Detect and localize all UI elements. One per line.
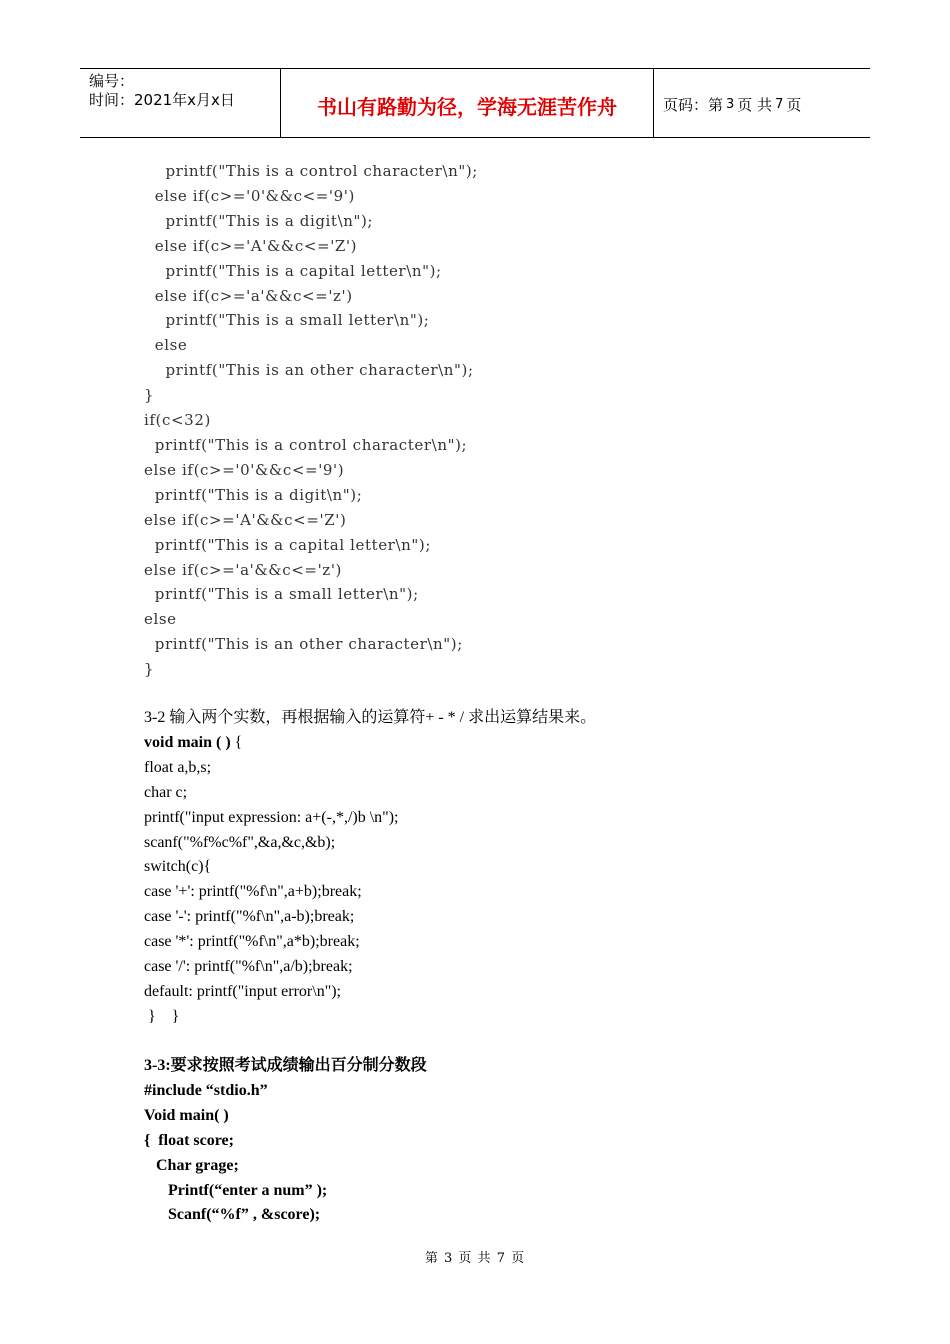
code-line: else if(c>='A'&&c<='Z')	[144, 236, 358, 255]
code-line: Char grage;	[144, 1156, 239, 1174]
code-line: printf("This is an other character\n");	[144, 361, 474, 380]
header-motto: 书山有路勤为径，学海无涯苦作舟	[281, 69, 654, 137]
header-page-info	[654, 69, 870, 137]
code-line: Void main( )	[144, 1106, 229, 1124]
header-meta	[80, 69, 281, 137]
code-line: Printf(“enter a num” );	[144, 1181, 328, 1199]
code-line: } }	[144, 1007, 180, 1025]
time-label: 时间：2021年x月x日	[89, 91, 235, 109]
page-label: 页码：第	[663, 95, 724, 114]
section-3-3	[144, 1054, 427, 1228]
code-line: default: printf("input error\n");	[144, 982, 341, 1000]
code-line: printf("This is a small letter\n");	[144, 311, 430, 330]
code-line: scanf("%f%c%f",&a,&c,&b);	[144, 833, 336, 851]
code-line: printf("This is a control character\n");	[144, 435, 468, 454]
code-line: else	[144, 336, 188, 355]
code-block-char-classify	[144, 159, 478, 682]
code-line: printf("This is an other character\n");	[144, 635, 463, 654]
code-line: case '*': printf("%f\n",a*b);break;	[144, 933, 360, 951]
code-line: }	[144, 660, 155, 679]
page-number: 3	[726, 96, 735, 112]
main-signature: void main ( )	[144, 733, 231, 751]
code-line: }	[144, 386, 155, 405]
code-line: printf("This is a capital letter\n");	[144, 261, 442, 280]
page-footer: 第 3 页 共 7 页	[424, 1251, 526, 1266]
code-line: switch(c){	[144, 858, 212, 876]
section-heading: 3-3:要求按照考试成绩输出百分制分数段	[144, 1057, 427, 1074]
page-end: 页	[786, 95, 802, 114]
code-line: printf("This is a digit\n");	[144, 485, 363, 504]
code-line: case '-': printf("%f\n",a-b);break;	[144, 908, 355, 926]
code-line: char c;	[144, 783, 188, 801]
main-brace: {	[230, 733, 243, 751]
code-line: float a,b,s;	[144, 758, 212, 776]
page-total: 7	[775, 96, 784, 112]
code-line: printf("This is a capital letter\n");	[144, 535, 431, 554]
code-line: { float score;	[144, 1131, 234, 1149]
code-line: else if(c>='a'&&c<='z')	[144, 560, 342, 579]
code-line: #include “stdio.h”	[144, 1081, 268, 1099]
code-line: else if(c>='A'&&c<='Z')	[144, 510, 347, 529]
code-line: case '/': printf("%f\n",a/b);break;	[144, 958, 353, 976]
page-mid: 页 共	[737, 95, 773, 114]
page-header	[80, 68, 870, 138]
code-line: printf("This is a digit\n");	[144, 211, 374, 230]
code-line: case '+': printf("%f\n",a+b);break;	[144, 883, 362, 901]
section-3-2	[144, 706, 596, 1030]
code-line: else if(c>='a'&&c<='z')	[144, 286, 353, 305]
code-line: else if(c>='0'&&c<='9')	[144, 460, 345, 479]
serial-label: 编号：	[89, 72, 135, 90]
code-line: printf("input expression: a+(-,*,/)b \n");	[144, 808, 399, 826]
code-line: if(c<32)	[144, 411, 211, 430]
code-line	[144, 731, 596, 756]
code-line: printf("This is a control character\n");	[144, 162, 478, 180]
code-line: else	[144, 610, 177, 629]
code-line: else if(c>='0'&&c<='9')	[144, 186, 355, 205]
code-line: Scanf(“%f” , &score);	[144, 1206, 321, 1224]
section-heading: 3-2 输入两个实数，再根据输入的运算符+ - * / 求出运算结果来。	[144, 709, 597, 726]
code-line: printf("This is a small letter\n");	[144, 585, 419, 604]
